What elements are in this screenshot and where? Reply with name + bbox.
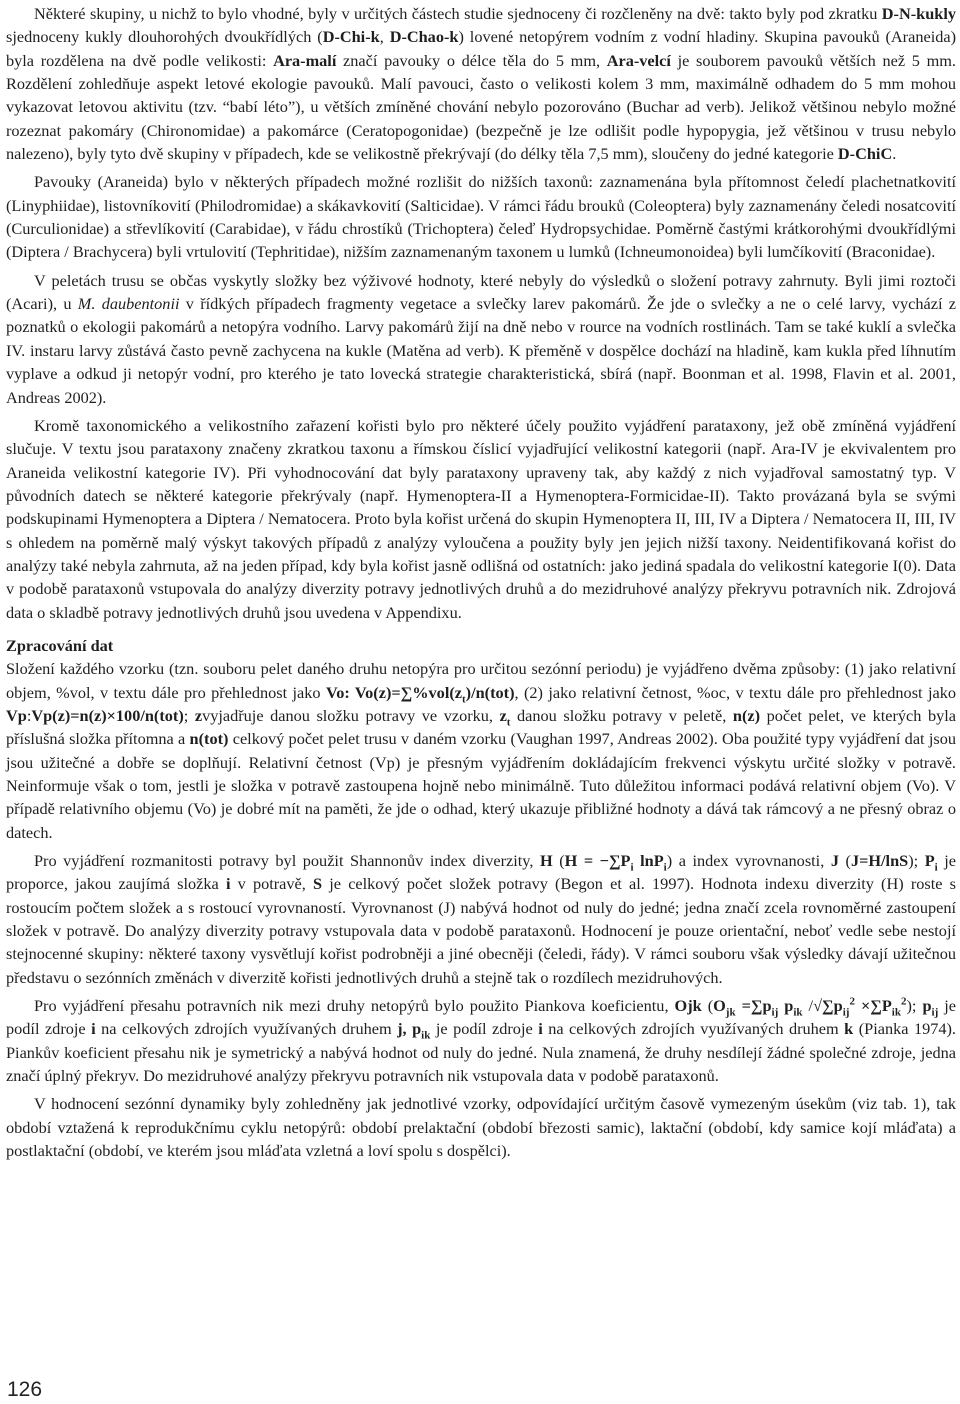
symbol-nz: n(z) — [732, 705, 761, 725]
symbol-ojk: Ojk — [674, 996, 702, 1016]
text: ( — [552, 851, 565, 871]
text: je podíl zdroje — [6, 996, 957, 1039]
text: , (2) jako relativní četnost, %oc, v textu dále pro přehlednost jako — [514, 682, 956, 702]
text: , — [379, 27, 390, 47]
symbol-j: J — [830, 851, 839, 871]
paragraph-niche-overlap — [6, 994, 956, 1087]
text: v řídkých případech fragmenty vegetace a svlečky larev pakomárů. Že jde o svlečky a ne o celé larvy, vychází z poznatků o ekologii pakomárů a netopýra vodního. Larvy pakomárů žijí na dně nebo v rource na vodních rostlinách. Tam se také kuklí a svlečka IV. instaru larvy zůstává často pevně zachycena na kukle (Matěna ad verb). K přeměně v dospělce dochází na hladině, kam kukla před líhnutím vyplave a odkud ji netopýr vodní, pro kterého je tato lovecká strategie charakteristická, sbírá (např. Boonman et al. 1998, Flavin et al. 2001, Andreas 2002). — [6, 294, 957, 407]
formula-vo: Vo: Vo(z)=∑%vol(z — [325, 682, 462, 702]
symbol-ntot: n(tot) — [189, 729, 229, 749]
symbol-z: z — [194, 705, 203, 725]
superscript: 2 — [900, 995, 907, 1008]
page-number: 126 — [7, 1378, 43, 1401]
symbol-i: i — [91, 1019, 96, 1039]
formula-h: H = −∑P — [564, 851, 631, 871]
text: ( — [838, 851, 851, 871]
text: Pro vyjádření rozmanitosti potravy byl použit Shannonův index diverzity, — [34, 851, 540, 871]
species-name: M. daubentonii — [77, 294, 180, 314]
text: celkový počet pelet trusu v daném vzorku (Vaughan 1997, Andreas 2002). Oba použité typy vyjádření dat jsou jsou užitečné a dobře se doplňují. Relativní četnost (Vp) je přesným vyjádřením dokládajícím frekvenci výskytu určité složky v potravě. Neinformuje však o tom, jestli je složka v potravě zastoupena hojně nebo minimálně. Tuto důležitou informaci podává relativní objem (Vo). V případě relativního objemu (Vo) je dobré mít na paměti, že jde o odhad, který ukazuje přibližné hodnoty a dává tak rámcový a ne přesný obraz o datech. — [6, 729, 956, 842]
text: V hodnocení sezónní dynamiky byly zohledněny jak jednotlivé vzorky, odpovídající určitým časově vymezeným úsekům (viz tab. 1), tak období vztažená k reprodukčnímu cyklu netopýrů: období prelaktační (období březosti samic), laktační (období, kdy samice kojí mláďata) a postlaktační (období, ve kterém jsou mláďata vzletná a loví spolu s dospělci). — [6, 1094, 956, 1161]
formula-vp: Vp — [6, 705, 27, 725]
formula-ojk: ×∑P — [854, 996, 892, 1016]
text: V peletách trusu se občas vyskytly složky bez výživové hodnoty, které nebyly do výsledků o složení potravy zahrnuty. Byli jimi roztoči (Acari), u — [6, 270, 956, 314]
paragraph-lower-taxa — [6, 170, 956, 263]
text: : — [26, 705, 32, 725]
section-heading: Zpracování dat — [6, 635, 114, 655]
text: je proporce, jakou zaujímá složka — [6, 851, 957, 894]
text: ( — [701, 996, 714, 1016]
text: Složení každého vzorku (tzn. souboru pelet daného druhu netopýra pro určitou sezónní periodu) je vyjádřeno dvěma způsoby: (1) jako relativní objem, %vol, v textu dále pro přehlednost jako — [6, 659, 956, 702]
symbol-j: j, p — [397, 1019, 422, 1039]
text: Pavouky (Araneida) bylo v některých případech možné rozlišit do nižších taxonů: zaznamenána byla přítomnost čeledí plachetnatkovití (Linyphiidae), listovníkovití (Philodromidae) a skákavkovití (Salticidae). V rámci řádu brouků (Coleoptera) byly zaznamenány čeledi nosatcovití (Curculionidae) a střevlíkovití (Carabidae), v řádu chrostíků (Trichoptera) čeleď Hydropsychidae. Poměrně častými krátkorohými dvoukřídlými (Diptera / Brachycera) byli vrtulovití (Tephritidae), nižším zaznamenaným taxonem u lumků (Ichneumonoidea) byli lumčíkovití (Braconidae). — [6, 172, 956, 262]
paragraph-diversity — [6, 849, 956, 989]
formula-ojk: =∑p — [735, 996, 772, 1016]
formula-vo-end: )/n(tot) — [465, 682, 515, 702]
symbol-pi: P — [924, 851, 935, 871]
text: . — [892, 144, 897, 164]
symbol-i: i — [538, 1019, 543, 1039]
subscript: i — [663, 861, 667, 874]
abbrev-ara-velci: Ara-velcí — [606, 50, 671, 70]
text: sjednoceny kukly dlouhorohých dvoukřídlých ( — [6, 27, 323, 47]
abbrev-d-chao-k: D-Chao-k — [389, 27, 459, 47]
paragraph-groupings — [6, 2, 956, 165]
text: vyjadřuje danou složku potravy ve vzorku, — [202, 705, 500, 725]
subscript: t — [462, 692, 466, 705]
symbol-i: i — [225, 874, 231, 894]
text: ); — [906, 996, 923, 1016]
superscript: 2 — [849, 995, 855, 1008]
subscript: ij — [931, 1006, 939, 1019]
subscript: ik — [421, 1029, 431, 1042]
symbol-k: k — [844, 1019, 854, 1039]
subscript: ij — [771, 1006, 779, 1019]
text: je podíl zdroje — [430, 1019, 539, 1039]
subscript: i — [630, 861, 634, 874]
formula-vp-def: Vp(z)=n(z)×100/n(tot) — [31, 705, 184, 725]
abbrev-d-chi-k: D-Chi-k — [322, 27, 380, 47]
formula-j: J=H/lnS — [850, 851, 909, 871]
symbol-p: p — [922, 996, 932, 1016]
symbol-s: S — [313, 874, 323, 894]
paragraph-parataxa — [6, 414, 956, 624]
abbrev-d-n-kukly: D-N-kukly — [881, 4, 956, 23]
subscript: jk — [725, 1006, 736, 1019]
text: ) lovené netopýrem vodním z vodní hladiny. Skupina pavouků (Araneida) byla rozdělena na dvě podle velikosti: — [6, 27, 957, 70]
paragraph-non-nutritive — [6, 269, 956, 409]
text: značí pavouky o délce těla do 5 mm, — [336, 50, 607, 70]
text: Pro vyjádření přesahu potravních nik mezi druhy netopýrů bylo použito Piankova koeficientu, — [34, 996, 675, 1016]
text: (Pianka 1974). Piankův koeficient přesahu nik je symetrický a nabývá hodnot od nuly do jedné. Nula znamená, že druhy nesdílejí žádné společné zdroje, jedna značí úplný překryv. Do mezidruhové analýzy překryvu potravních nik vstupovala data v podobě parataxonů. — [6, 1019, 956, 1086]
text: v potravě, — [230, 874, 314, 894]
subscript: ij — [842, 1006, 850, 1019]
text: počet pelet, ve kterých byla příslušná složka přítomna a — [6, 705, 956, 749]
abbrev-d-chic: D-ChiC — [837, 144, 893, 164]
body-text — [6, 2, 956, 1168]
text: je celkový počet složek potravy (Begon et al. 1997). Hodnota indexu diverzity (H) roste s rostoucím počtem složek a s rostoucí vyrovnaností. Vyrovnanost (J) nabývá hodnot od nuly do jedné; jedna značí zcela rovnoměrné zastoupení složek v potravě. Do analýzy diverzity potravy vstupovala data v podobě parataxonů. Hodnocení je pouze orientační, neboť vedle sebe nestojí stejnocenné skupiny: některé taxony vysvětlují kořist podrobněji a jiné obecněji (čeledi, řády). V rámci souboru však výsledky dávají užitečnou představu o sezónních změnách v diverzitě kořisti jednotlivých druhů a stejně tak o rozdílech mezidruhových. — [6, 874, 956, 987]
text: ); — [908, 851, 925, 871]
subscript: ik — [793, 1006, 803, 1019]
subscript: t — [506, 716, 511, 729]
formula-h: lnP — [633, 851, 664, 871]
symbol-h: H — [539, 851, 553, 871]
text: na celkových zdrojích využívaných druhem — [542, 1019, 845, 1039]
symbol-zt: z — [499, 705, 507, 725]
text: danou složku potravy v peletě, — [510, 705, 733, 725]
text: Kromě taxonomického a velikostního zařazení kořisti bylo pro některé účely použito vyjádření parataxony, jež obě zmíněná vyjádření slučuje. V textu jsou parataxony značeny zkratkou taxonu a římskou číslicí vyjadřující velikostní kategorii (např. Ara-IV je ekvivalentem pro Araneida velikostní kategorie IV). Při vyhodnocování dat byly parataxony upraveny tak, aby každý z nich vyjadřoval samostatný typ. V původních datech se některé kategorie překrývaly (např. Hymenoptera-II a Hymenoptera-Formicidae-II). Takto provázaná byla se svými podskupinami Hymenoptera a Diptera / Nematocera. Proto byla kořist určená do skupin Hymenoptera II, III, IV a Diptera / Nematocera II, III, IV s ohledem na poměrně malý výskyt takových případů z analýzy vyloučena a použity byly jen jejich nižší taxony. Neidentifikovaná kořist do analýzy také nebyla zahrnuta, až na jeden případ, kdy byla kořist jasně odlišná od ostatních: jako jediná spadala do velikostní kategorie I(0). Data v podobě parataxonů vstupovala do analýzy diverzity potravy jednotlivých druhů a do mezidruhové analýzy překryvu potravních nik. Zdrojová data o skladbě potravy jednotlivých druhů jsou uvedena v Appendixu. — [6, 415, 956, 622]
text: na celkových zdrojích využívaných druhem — [95, 1019, 398, 1039]
paragraph-seasonal — [6, 1092, 956, 1162]
paragraph-sample-composition — [6, 657, 956, 844]
text: je souborem pavouků větších než 5 mm. Rozdělení zohledňuje aspekt letové ekologie pavouků. Malí pavouci, často o velikosti kolem 3 mm, maximálně odhadem do 5 mm mohou vykazovat letovou aktivitu (tzv. “babí léto”), u větších zmíněné chování nebylo pozorováno (Buchar ad verb). Jelikož většinou nebylo možné rozeznat pakomáry (Chironomidae) a pakomárce (Ceratopogonidae) (bezpečně je lze odlišit podle hypopygia, jež většinou v trusu nebylo nalezeno), byly tyto dvě skupiny v případech, kde se velikostně překrývají (do délky těla 7,5 mm), sloučeny do jedné kategorie — [6, 50, 956, 164]
text: ) a index vyrovnanosti, — [666, 851, 831, 871]
text: Některé skupiny, u nichž to bylo vhodné, byly v určitých částech studie sjednoceny či rozčleněny na dvě: takto byly pod zkratku — [34, 4, 882, 23]
formula-ojk: ∑p — [822, 996, 843, 1016]
formula-ojk: p — [778, 996, 794, 1016]
abbrev-ara-mali: Ara-malí — [273, 50, 337, 70]
subscript: i — [934, 861, 938, 874]
text: ; — [183, 705, 195, 725]
text: /√ — [802, 996, 823, 1016]
subscript: ik — [891, 1006, 901, 1019]
formula-ojk: O — [713, 996, 726, 1016]
